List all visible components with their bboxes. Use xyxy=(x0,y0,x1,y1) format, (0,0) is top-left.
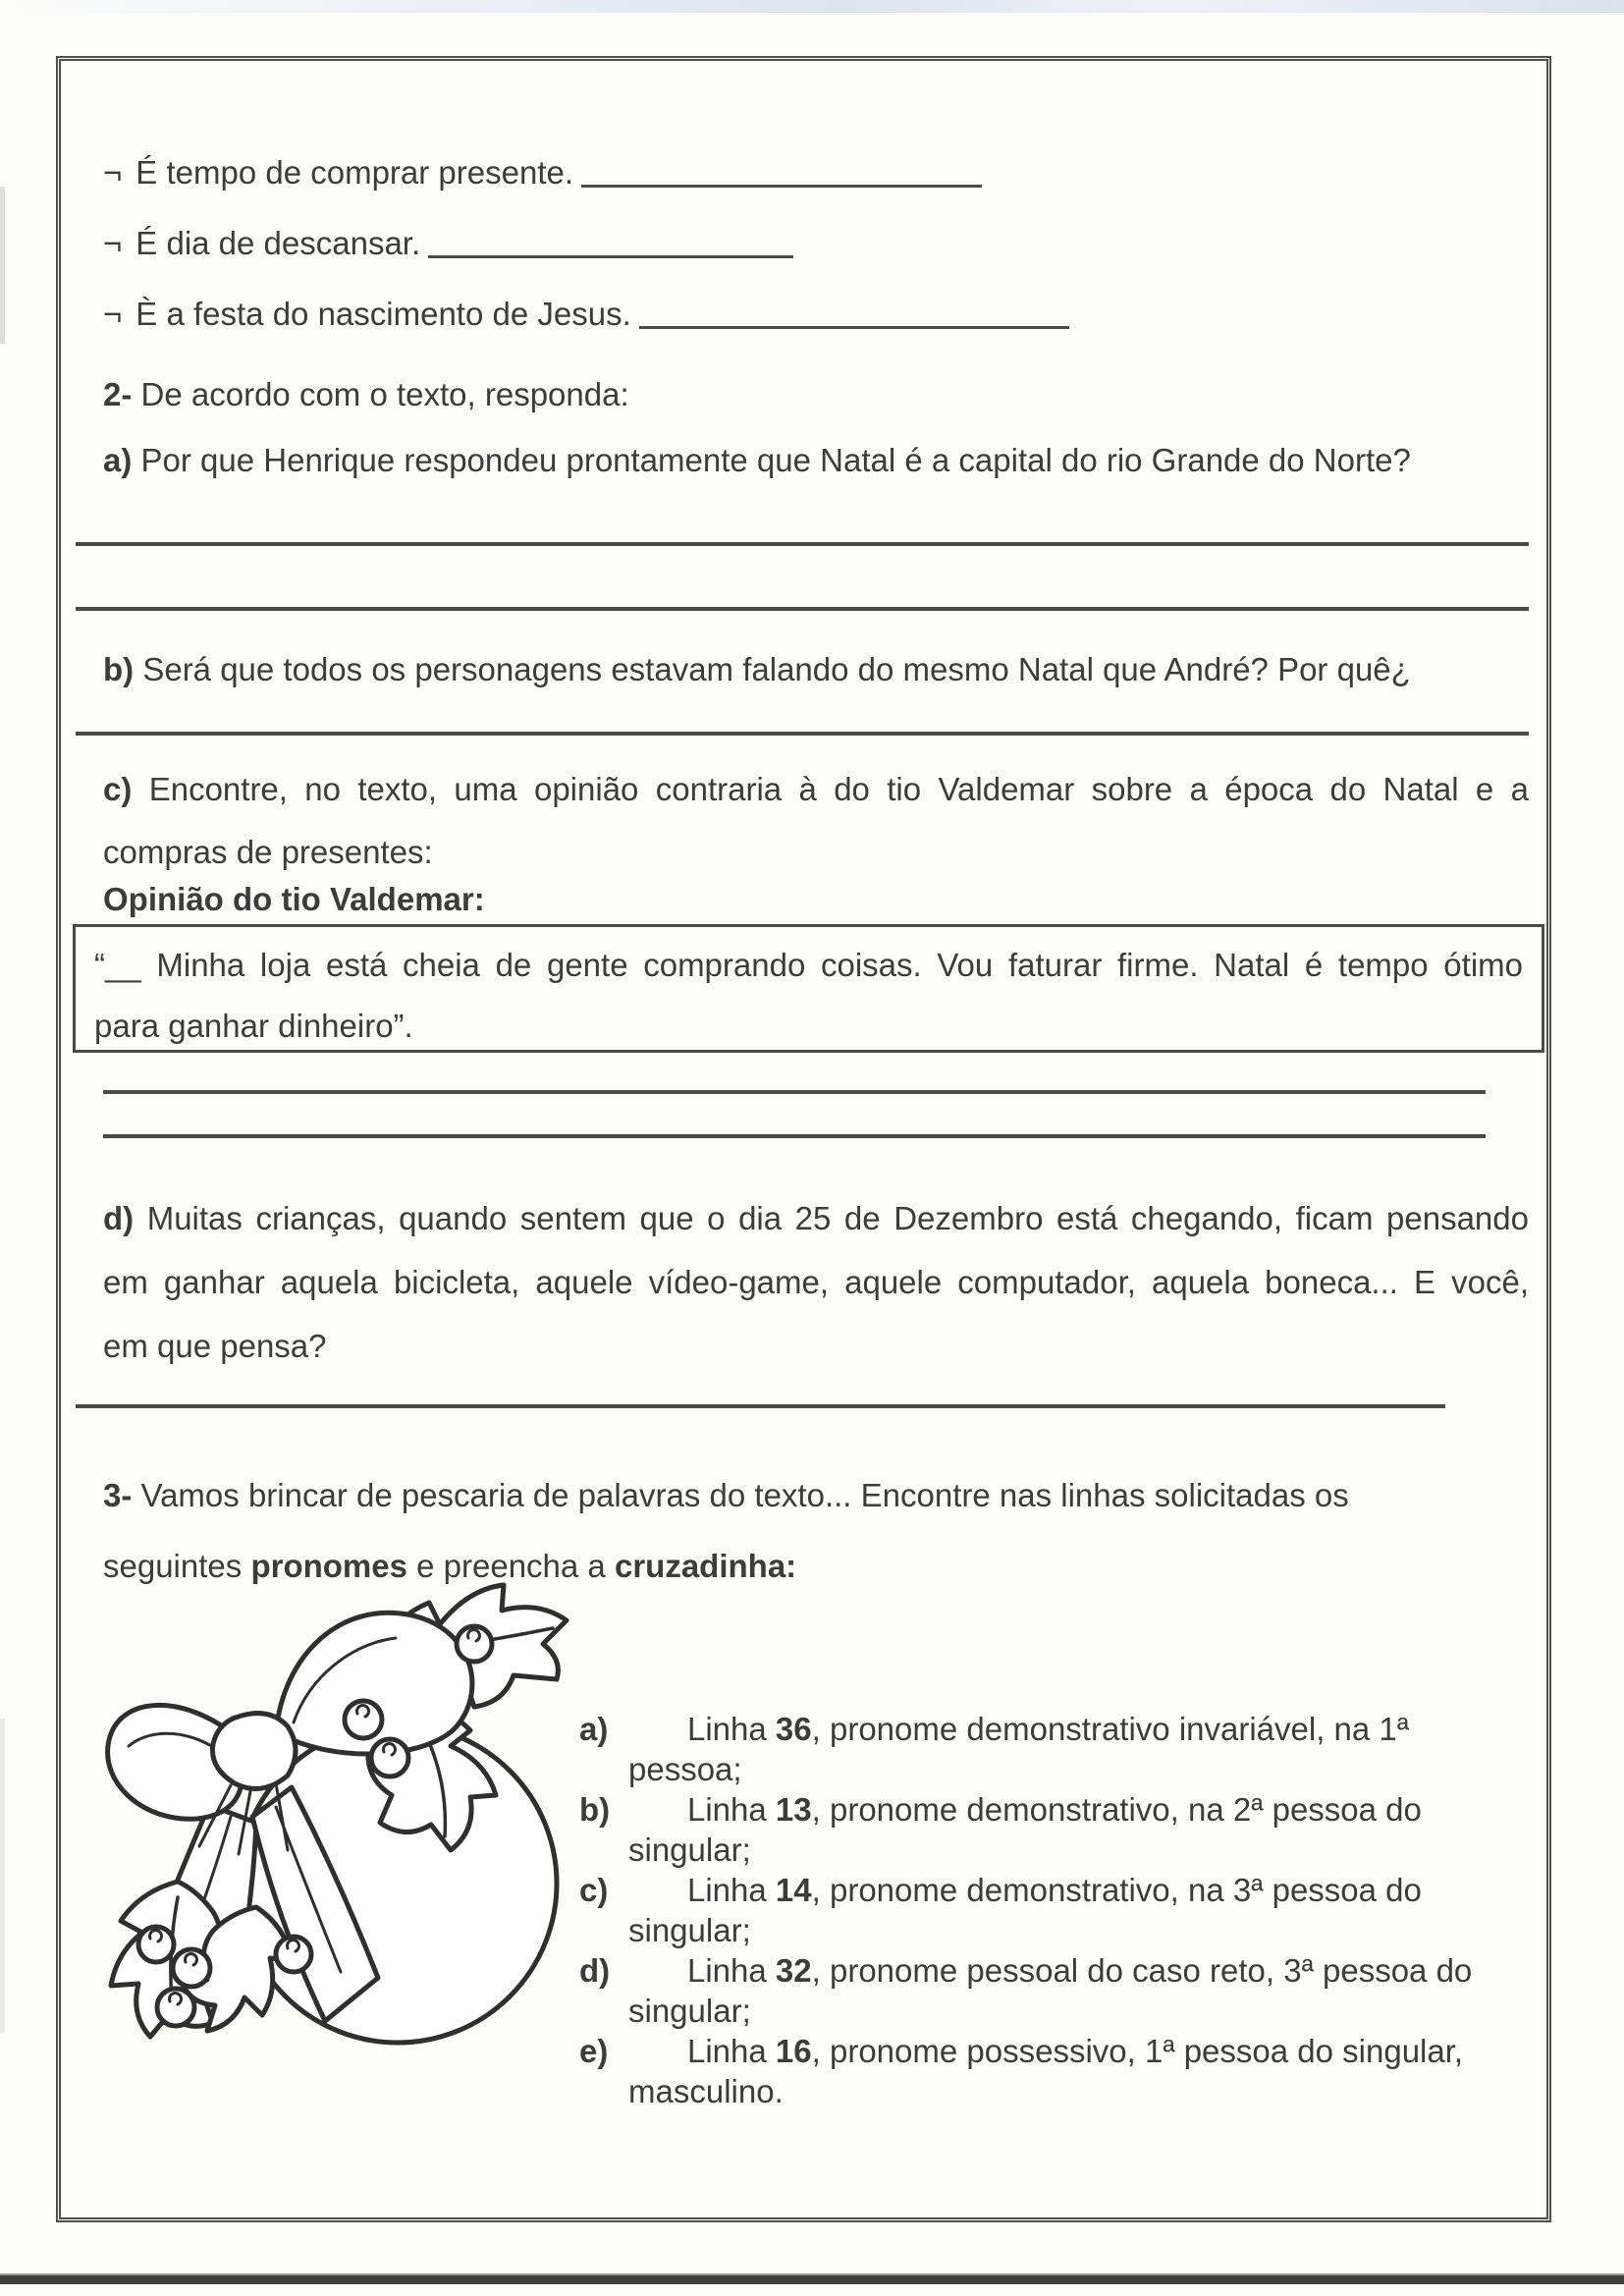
scan-artifact-top xyxy=(0,0,1624,13)
holly-berry xyxy=(276,1937,311,1972)
answer-line xyxy=(76,542,1529,546)
question-2b: b) Será que todos os personagens estavam falando do mesmo Natal que André? Por quê¿ xyxy=(103,651,1411,687)
question-2a-label: a) xyxy=(103,442,133,478)
question-2d: d) Muitas crianças, quando sentem que o dia 25 de Dezembro está chegando, ficam pensando em ganhar aquela bicicleta, aquele vídeo-game, aquele computador, aquela boneca... E você, em que pensa? xyxy=(103,1200,1529,1364)
question-2a: a) Por que Henrique respondeu prontamente que Natal é a capital do rio Grande do Norte? xyxy=(103,442,1411,478)
answer-blank xyxy=(428,226,793,258)
pronoun-item: e) Linha 16, pronome possessivo, 1ª pessoa do singular, masculino. xyxy=(579,2033,1464,2109)
statement-line xyxy=(103,208,1069,279)
not-sign-bullet-icon: ¬ xyxy=(103,296,123,332)
scan-artifact-left xyxy=(0,187,5,344)
pronoun-item: b) Linha 13, pronome demonstrativo, na 2ª pessoa do singular; xyxy=(579,1791,1422,1868)
item-label: d) xyxy=(579,1952,611,1989)
not-sign-bullet-icon: ¬ xyxy=(103,225,123,261)
item-label: c) xyxy=(579,1872,609,1908)
answer-line xyxy=(76,1404,1445,1408)
statement-line xyxy=(103,279,1069,350)
christmas-ornament-illustration xyxy=(83,1559,574,2075)
line-number: 32 xyxy=(775,1952,812,1989)
item-label: b) xyxy=(579,1791,611,1828)
statement-text: É dia de descansar. xyxy=(135,225,421,261)
bow-knot xyxy=(212,1714,296,1789)
question-3-number: 3- xyxy=(103,1477,133,1513)
answer-blank xyxy=(639,297,1069,329)
holly-berry xyxy=(138,1927,174,1962)
item-label: e) xyxy=(579,2033,609,2069)
scan-artifact-left xyxy=(0,1719,5,2033)
answer-line xyxy=(103,1090,1486,1094)
holly-berry xyxy=(457,1626,492,1662)
valdemar-quote-box xyxy=(73,924,1544,1053)
question-2-number: 2- xyxy=(103,376,133,412)
line-number: 14 xyxy=(775,1872,812,1908)
pronoun-item-list xyxy=(579,1709,1522,2111)
answer-line xyxy=(103,1134,1486,1138)
line-number: 16 xyxy=(775,2033,812,2069)
pronoun-item: a) Linha 36, pronome demonstrativo invariável, na 1ª pessoa; xyxy=(579,1711,1409,1787)
statement-text: É tempo de comprar presente. xyxy=(135,154,574,191)
statement-lines xyxy=(103,137,1069,350)
pronoun-item: d) Linha 32, pronome pessoal do caso reto, 3ª pessoa do singular; xyxy=(579,1952,1473,2029)
question-2d-label: d) xyxy=(103,1200,135,1236)
item-label: a) xyxy=(579,1711,609,1747)
answer-line xyxy=(76,732,1529,736)
statement-text: È a festa do nascimento de Jesus. xyxy=(135,296,631,332)
question-2c: c) Encontre, no texto, uma opinião contraria à do tio Valdemar sobre a época do Natal e a compras de presentes: xyxy=(103,771,1529,870)
quote-text: para ganhar dinheiro”. xyxy=(94,1008,413,1044)
not-sign-bullet-icon: ¬ xyxy=(103,154,123,191)
line-number: 13 xyxy=(775,1791,812,1828)
line-number: 36 xyxy=(775,1711,812,1747)
question-2b-label: b) xyxy=(103,651,135,687)
pronoun-item: c) Linha 14, pronome demonstrativo, na 3ª pessoa do singular; xyxy=(579,1872,1422,1948)
scan-artifact-bottom xyxy=(0,2273,1624,2284)
question-2c-label: c) xyxy=(103,771,133,807)
opinion-heading: Opinião do tio Valdemar: xyxy=(103,881,485,917)
question-3-heading: 3- Vamos brincar de pescaria de palavras do texto... Encontre nas linhas solicitadas os seguintes pronomes e preencha a cruzadinha: xyxy=(103,1477,1349,1584)
answer-blank xyxy=(581,155,982,188)
quote-text: “__ Minha loja está cheia de gente comprando coisas. Vou faturar firme. Natal é tempo ótimo xyxy=(94,947,1523,983)
answer-line xyxy=(76,607,1529,611)
statement-line xyxy=(103,137,1069,208)
question-2-heading: 2- De acordo com o texto, responda: xyxy=(103,376,629,412)
